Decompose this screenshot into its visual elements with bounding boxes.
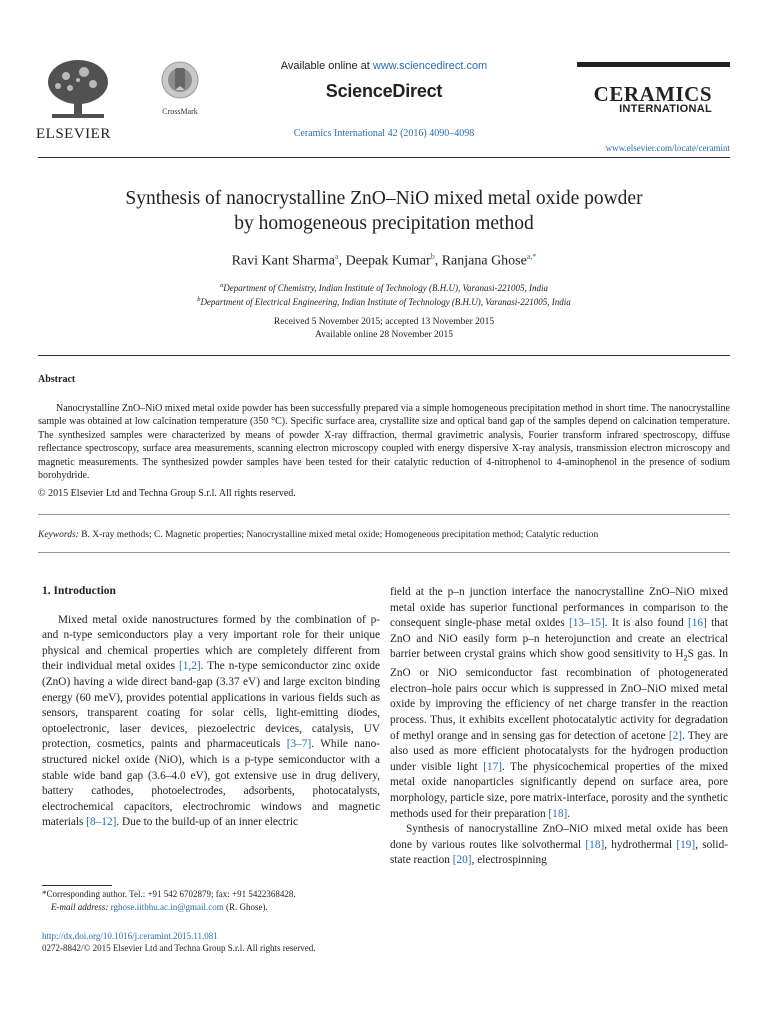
body-text: . Due to the build-up of an inner electric	[116, 816, 298, 829]
affiliations	[0, 280, 768, 308]
author-list	[0, 252, 768, 270]
affiliation-text: Department of Chemistry, Indian Institute of Technology (B.H.U), Varanasi-221005, India	[223, 283, 548, 293]
journal-title: CERAMICS	[593, 82, 712, 106]
available-online-date: Available online 28 November 2015	[314, 330, 454, 340]
abstract-heading: Abstract	[38, 374, 76, 385]
article-dates	[0, 316, 768, 342]
intro-paragraph-1	[42, 613, 380, 831]
body-text: Mixed metal oxide nanostructures formed by the combination of p- and n-type semiconductors play a very important role for their unique physical and chemical properties which are completely different from their individual metal oxides	[42, 613, 380, 673]
author-separator: ,	[434, 253, 442, 269]
keywords-text: B. X-ray methods; C. Magnetic properties; Nanocrystalline mixed metal oxide; Homogeneous precipitation method; Catalytic reduction	[78, 530, 599, 540]
article-title	[60, 186, 708, 236]
section-heading-introduction: 1. Introduction	[42, 585, 116, 597]
crossmark-label: CrossMark	[162, 107, 198, 116]
email-link[interactable]: rghose.iitbhu.ac.in@gmail.com	[110, 901, 224, 912]
publisher-name: ELSEVIER	[36, 126, 111, 142]
body-text: . They are also used as more efficient photocatalysts for the hydrogen production under visible light	[390, 729, 728, 773]
intro-paragraph-2	[390, 822, 728, 869]
sciencedirect-wordmark: ScienceDirect	[325, 81, 443, 101]
corresponding-author-note: *Corresponding author. Tel.: +91 542 6702879; fax: +91 5422368428.	[42, 889, 296, 899]
affiliation-a	[0, 280, 768, 294]
abstract-copyright: © 2015 Elsevier Ltd and Techna Group S.r.l. All rights reserved.	[38, 488, 296, 499]
author-separator: ,	[338, 253, 346, 269]
affiliation-b	[0, 294, 768, 308]
journal-url-link[interactable]: www.elsevier.com/locate/ceramint	[605, 143, 730, 153]
abstract-body: Nanocrystalline ZnO–NiO mixed metal oxide powder has been successfully prepared via a simple homogeneous precipitation method in short time. The nanocrystalline sample was obtained at low calcination temperature (350 °C). Specific surface area, crystallite size and optical band gap of the samples depend on calcination temperature. The synthesized samples were characterized by means of powder X-ray diffraction, thermal gravimetric analysis, Fourier transform infrared spectroscopy, diffuse reflectance spectroscopy, surface area measurements, scanning electron microscopy coupled with energy dispersive X-ray analysis, transmission electron microscopy and magnetic measurements. The synthesized powder samples have been tested for their catalytic reduction of 4-nitrophenol to 4-aminophenol in the presence of sodium borohydride.	[38, 403, 730, 482]
affiliation-marker: b	[197, 296, 201, 303]
author-affil-marker[interactable]: b	[430, 252, 435, 261]
footnote	[42, 888, 382, 913]
email-line	[42, 901, 382, 914]
citation-link[interactable]: [18]	[585, 838, 605, 851]
received-accepted-date: Received 5 November 2015; accepted 13 November 2015	[273, 317, 495, 327]
journal-brand-rule	[577, 62, 730, 67]
email-label: E-mail address:	[51, 901, 109, 912]
doi-link[interactable]: http://dx.doi.org/10.1016/j.ceramint.2015.11.081	[42, 931, 218, 941]
body-text: , hydrothermal	[604, 838, 677, 851]
issn-copyright: 0272-8842/© 2015 Elsevier Ltd and Techna Group S.r.l. All rights reserved.	[42, 943, 316, 953]
citation-link[interactable]: [16]	[687, 617, 707, 630]
journal-header	[0, 0, 768, 160]
right-column	[390, 585, 728, 869]
footnote-rule	[42, 885, 112, 886]
citation-link[interactable]: [13–15]	[568, 617, 605, 630]
citation-link[interactable]: [17]	[483, 760, 503, 773]
abstract-divider	[38, 514, 730, 515]
keywords-label: Keywords:	[38, 530, 79, 540]
journal-subtitle: INTERNATIONAL	[619, 103, 712, 115]
body-text: Synthesis of nanocrystalline ZnO–NiO mixed metal oxide has been done by various routes like solvothermal	[390, 823, 728, 851]
body-text: S gas. In ZnO or NiO semiconductor fast recombination of photogenerated electron–hole pairs occur which is suppressed in ZnO–NiO mixed metal oxide by improving the efficiency of net charge transfer in the reaction process. Thus, it exhibits excellent photocatalytic activity for degradation of methyl orange and in sensing gas for detection of acetone	[390, 648, 728, 742]
body-text: field at the p–n junction interface the nanocrystalline ZnO–NiO mixed metal oxide has superior functional performances in comparison to the consequent single-phase metal oxides	[390, 586, 728, 630]
journal-citation[interactable]: Ceramics International 42 (2016) 4090–4098	[293, 128, 475, 139]
citation-link[interactable]: [2]	[668, 729, 683, 742]
author-name[interactable]: Ranjana Ghose	[441, 253, 527, 269]
available-prefix: Available online at	[280, 60, 373, 72]
keywords-line	[38, 530, 730, 540]
sciencedirect-link[interactable]: www.sciencedirect.com	[372, 60, 488, 72]
keywords-divider	[38, 552, 730, 553]
body-text: . The n-type semiconductor zinc oxide (ZnO) having a wide direct band-gap (3.37 eV) and large exciton binding energy (60 meV), provides potential applications in various fields such as sensors, transparent coating for solar cells, light-emitting diodes, optoelectronic, laser devices, piezoelectric devices, catalysis, UV protection, cosmetics, paints and pharmaceuticals	[42, 660, 380, 751]
affiliation-marker: a	[220, 282, 224, 289]
title-divider	[38, 355, 730, 356]
body-text: . It is also found	[604, 617, 688, 630]
citation-link[interactable]: [3–7]	[286, 738, 312, 751]
citation-link[interactable]: [8–12]	[86, 816, 117, 829]
citation-link[interactable]: [20]	[452, 854, 472, 867]
affiliation-text: Department of Electrical Engineering, Indian Institute of Technology (B.H.U), Varanasi-221005, India	[200, 297, 571, 307]
body-text: .	[567, 807, 571, 820]
body-text: that ZnO and NiO easily form p–n heterojunction and create an electrical barrier between crystal grains which show good sensitivity to H	[390, 617, 729, 661]
citation-link[interactable]: [18]	[548, 807, 568, 820]
header-divider	[38, 157, 730, 158]
left-column	[42, 584, 380, 831]
title-line-2: by homogeneous precipitation method	[234, 213, 534, 234]
author-affil-marker[interactable]: a,*	[526, 252, 537, 261]
title-line-1: Synthesis of nanocrystalline ZnO–NiO mixed metal oxide powder	[125, 188, 643, 209]
author-name[interactable]: Ravi Kant Sharma	[231, 253, 335, 269]
citation-link[interactable]: [1,2]	[179, 660, 201, 673]
body-text: , electrospinning	[471, 854, 547, 867]
intro-paragraph-1-continued	[390, 585, 728, 822]
author-name[interactable]: Deepak Kumar	[345, 253, 431, 269]
email-suffix: (R. Ghose).	[223, 901, 268, 912]
subscript: 2	[683, 653, 688, 663]
citation-link[interactable]: [19]	[676, 838, 696, 851]
author-affil-marker[interactable]: a	[335, 252, 339, 261]
body-text: , solid-state reaction	[390, 838, 728, 867]
body-text: . While nano-structured nickel oxide (NiO), which is a p-type semiconductor with a stable wide band gap (3.6–4.0 eV), got extensive use in drug delivery, battery cathodes, photoelectrodes, adsorbents, photocatalysts, electrochemical capacitors, electrochromic windows and magnetic materials	[42, 738, 381, 829]
body-text: . The physicochemical properties of the mixed metal oxide nanoparticles significantly depend on surface area, pore morphology, particle size, pore matrix-interface, porosity and the synthetic methods used for their preparation	[390, 760, 728, 820]
